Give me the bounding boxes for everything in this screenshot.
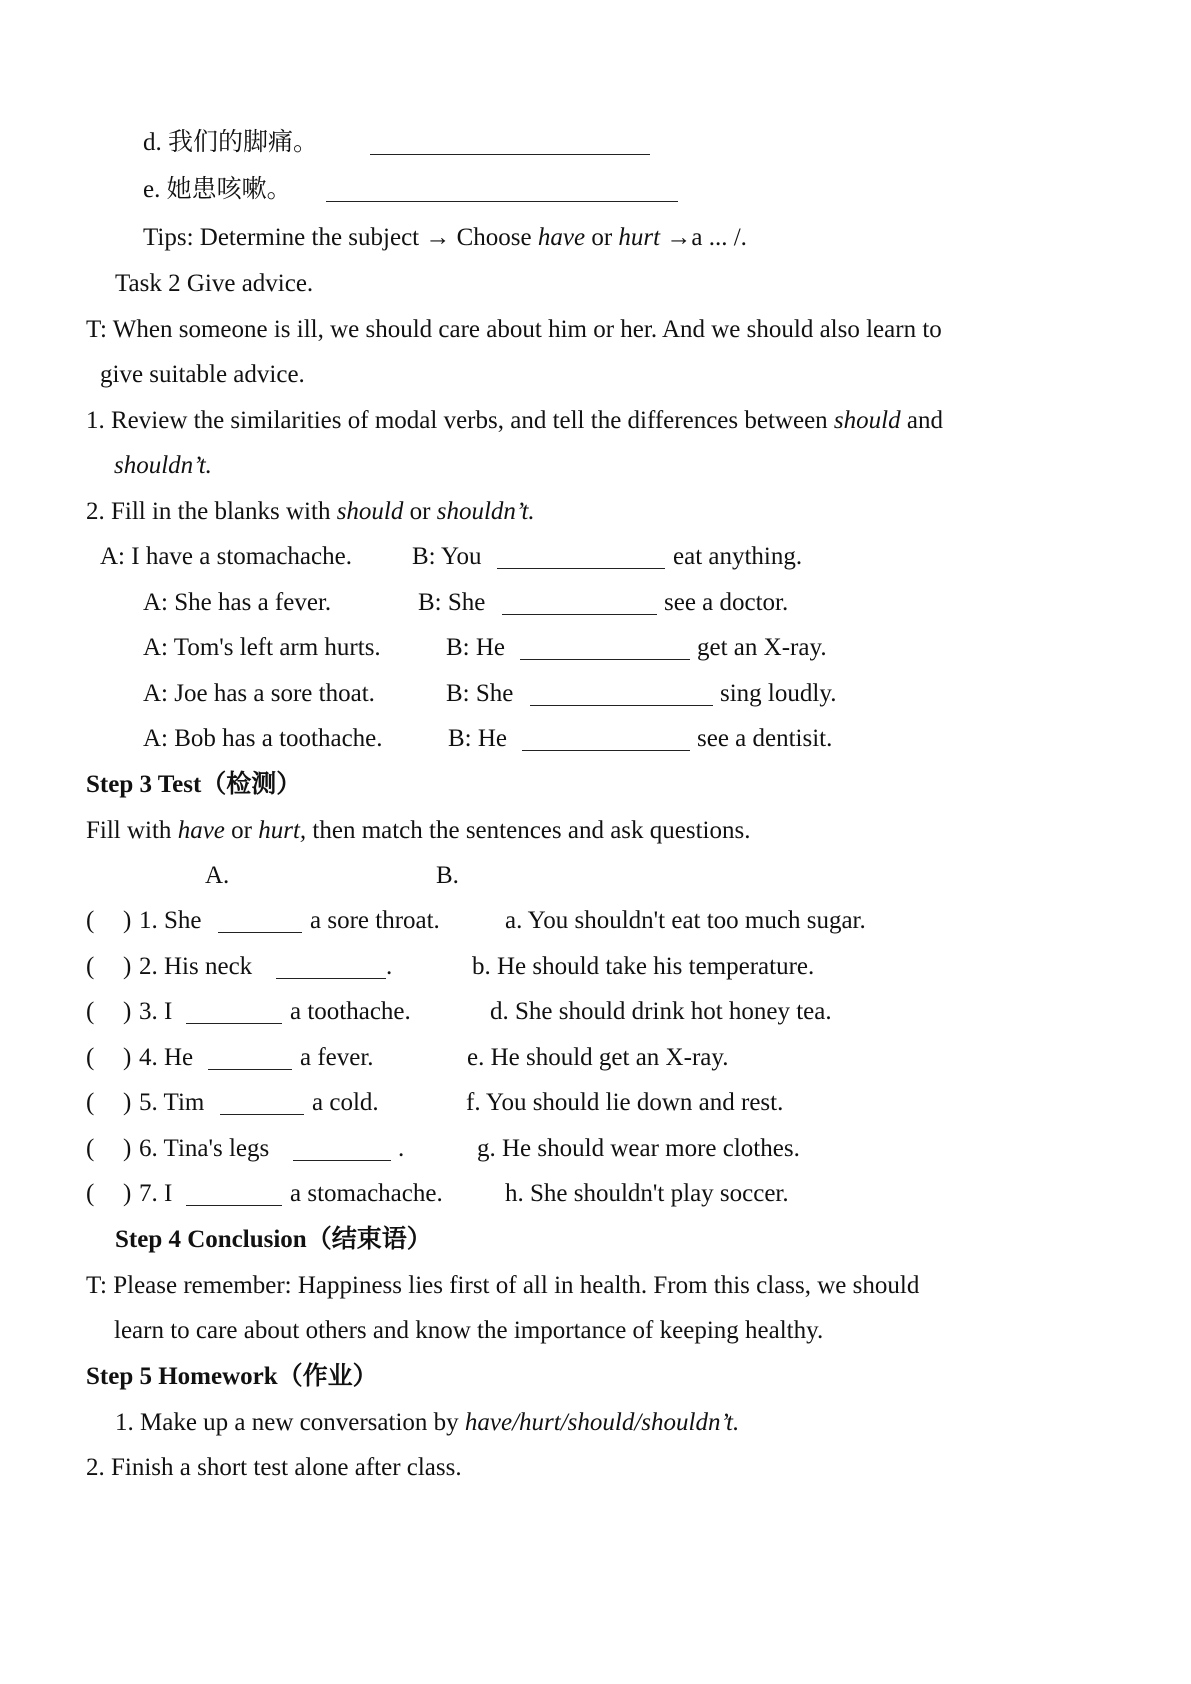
match-question: 3. I: [139, 998, 173, 1025]
match-question: 7. I: [139, 1180, 173, 1207]
fill-blanks-text: 2. Fill in the blanks with: [86, 498, 337, 525]
dialogue-blank[interactable]: [497, 546, 665, 569]
answer-paren-close: ): [123, 1180, 132, 1207]
tips-line: [143, 223, 747, 253]
homework-item-1: [115, 1408, 739, 1438]
match-blank[interactable]: [186, 1001, 282, 1024]
dialogue-blank[interactable]: [520, 637, 690, 660]
match-question: 6. Tina's legs: [139, 1135, 270, 1162]
teacher-intro-line2: give suitable advice.: [100, 361, 305, 388]
step4-heading: Step 4 Conclusion（结束语）: [115, 1226, 432, 1253]
match-question-end: .: [386, 953, 393, 980]
dialogue-end: see a doctor.: [664, 589, 789, 616]
task2-heading: Task 2 Give advice.: [115, 270, 314, 297]
dialogue-blank[interactable]: [530, 683, 713, 706]
match-question-end: a cold.: [312, 1089, 379, 1116]
match-question: 4. He: [139, 1044, 194, 1071]
fill-blanks-or: or: [403, 498, 437, 525]
fill-blanks-instruction: [86, 497, 535, 527]
match-question-end: a sore throat.: [310, 907, 440, 934]
translation-item-d: [143, 128, 318, 158]
step3-instruction: [86, 816, 750, 846]
step5-heading: Step 5 Homework（作业）: [86, 1363, 378, 1390]
match-answer: h. She shouldn't play soccer.: [505, 1180, 789, 1207]
answer-paren-close: ): [123, 953, 132, 980]
answer-paren-open: (: [86, 1180, 95, 1207]
answer-paren-open: (: [86, 998, 95, 1025]
translation-item-d-blank[interactable]: [370, 132, 650, 155]
tips-prefix: Tips: Determine the subject → Choose: [143, 224, 538, 251]
column-a-header: A.: [205, 862, 230, 889]
answer-paren-close: ): [123, 998, 132, 1025]
review-item-and: and: [900, 407, 943, 434]
homework-1-italic: have/hurt/should/shouldn’t.: [464, 1409, 740, 1436]
review-item-should: should: [833, 407, 901, 434]
step3-instr-prefix: Fill with: [86, 817, 178, 844]
tips-have: have: [537, 224, 586, 251]
match-answer: g. He should wear more clothes.: [477, 1135, 800, 1162]
tips-hurt: hurt: [618, 224, 661, 251]
review-item-line1: [86, 406, 943, 436]
match-blank[interactable]: [220, 1092, 304, 1115]
match-blank[interactable]: [186, 1183, 282, 1206]
dialogue-end: see a dentisit.: [697, 725, 833, 752]
answer-paren-open: (: [86, 1089, 95, 1116]
conclusion-line2: learn to care about others and know the importance of keeping healthy.: [114, 1317, 824, 1344]
answer-paren-open: (: [86, 1044, 95, 1071]
match-answer: b. He should take his temperature.: [472, 953, 815, 980]
match-question-end: a toothache.: [290, 998, 411, 1025]
dialogue-b: B: He: [446, 634, 506, 661]
dialogue-b: B: She: [418, 589, 486, 616]
match-blank[interactable]: [218, 910, 302, 933]
tips-suffix: →a ... /.: [660, 224, 747, 251]
teacher-intro-line1: T: When someone is ill, we should care about him or her. And we should also learn to: [86, 316, 942, 343]
dialogue-end: get an X-ray.: [697, 634, 827, 661]
match-question: 2. His neck: [139, 953, 253, 980]
answer-paren-close: ): [123, 1135, 132, 1162]
match-blank[interactable]: [276, 956, 386, 979]
tips-or: or: [585, 224, 619, 251]
dialogue-blank[interactable]: [502, 592, 657, 615]
dialogue-b: B: She: [446, 680, 514, 707]
review-item-text: 1. Review the similarities of modal verbs, and tell the differences between: [86, 407, 834, 434]
translation-item-d-label: d. 我们的脚痛。: [143, 129, 319, 156]
dialogue-blank[interactable]: [522, 728, 690, 751]
step3-hurt: hurt,: [258, 817, 307, 844]
match-question-end: a stomachache.: [290, 1180, 443, 1207]
review-item-line2: [114, 451, 212, 481]
dialogue-end: eat anything.: [673, 543, 803, 570]
homework-item-2: 2. Finish a short test alone after class.: [86, 1454, 462, 1481]
match-blank[interactable]: [208, 1047, 292, 1070]
translation-item-e: [143, 175, 292, 205]
answer-paren-close: ): [123, 1089, 132, 1116]
fill-blanks-shouldnt: shouldn’t.: [436, 498, 535, 525]
fill-blanks-should: should: [336, 498, 404, 525]
answer-paren-close: ): [123, 1044, 132, 1071]
homework-1-prefix: 1. Make up a new conversation by: [115, 1409, 465, 1436]
match-blank[interactable]: [293, 1138, 391, 1161]
match-answer: f. You should lie down and rest.: [466, 1089, 784, 1116]
conclusion-line1: T: Please remember: Happiness lies first of all in health. From this class, we should: [86, 1272, 920, 1299]
dialogue-a: A: She has a fever.: [143, 589, 332, 616]
match-answer: d. She should drink hot honey tea.: [490, 998, 832, 1025]
match-question: 1. She: [139, 907, 202, 934]
dialogue-a: A: I have a stomachache.: [100, 543, 352, 570]
translation-item-e-label: e. 她患咳嗽。: [143, 176, 292, 203]
dialogue-a: A: Bob has a toothache.: [143, 725, 383, 752]
step3-or: or: [224, 817, 259, 844]
answer-paren-close: ): [123, 907, 132, 934]
translation-item-e-blank[interactable]: [326, 179, 678, 202]
step3-have: have: [177, 817, 225, 844]
answer-paren-open: (: [86, 953, 95, 980]
match-question-end: a fever.: [300, 1044, 374, 1071]
column-b-header: B.: [436, 862, 459, 889]
dialogue-a: A: Tom's left arm hurts.: [143, 634, 381, 661]
answer-paren-open: (: [86, 1135, 95, 1162]
match-question: 5. Tim: [139, 1089, 205, 1116]
dialogue-end: sing loudly.: [720, 680, 837, 707]
dialogue-b: B: He: [448, 725, 508, 752]
match-answer: a. You shouldn't eat too much sugar.: [505, 907, 866, 934]
review-item-shouldnt: shouldn’t.: [114, 452, 212, 479]
dialogue-a: A: Joe has a sore thoat.: [143, 680, 375, 707]
step3-heading: Step 3 Test（检测）: [86, 771, 302, 798]
match-answer: e. He should get an X-ray.: [467, 1044, 729, 1071]
step3-instr-suffix: then match the sentences and ask questions.: [306, 817, 751, 844]
answer-paren-open: (: [86, 907, 95, 934]
match-question-end: .: [398, 1135, 405, 1162]
dialogue-b: B: You: [412, 543, 482, 570]
